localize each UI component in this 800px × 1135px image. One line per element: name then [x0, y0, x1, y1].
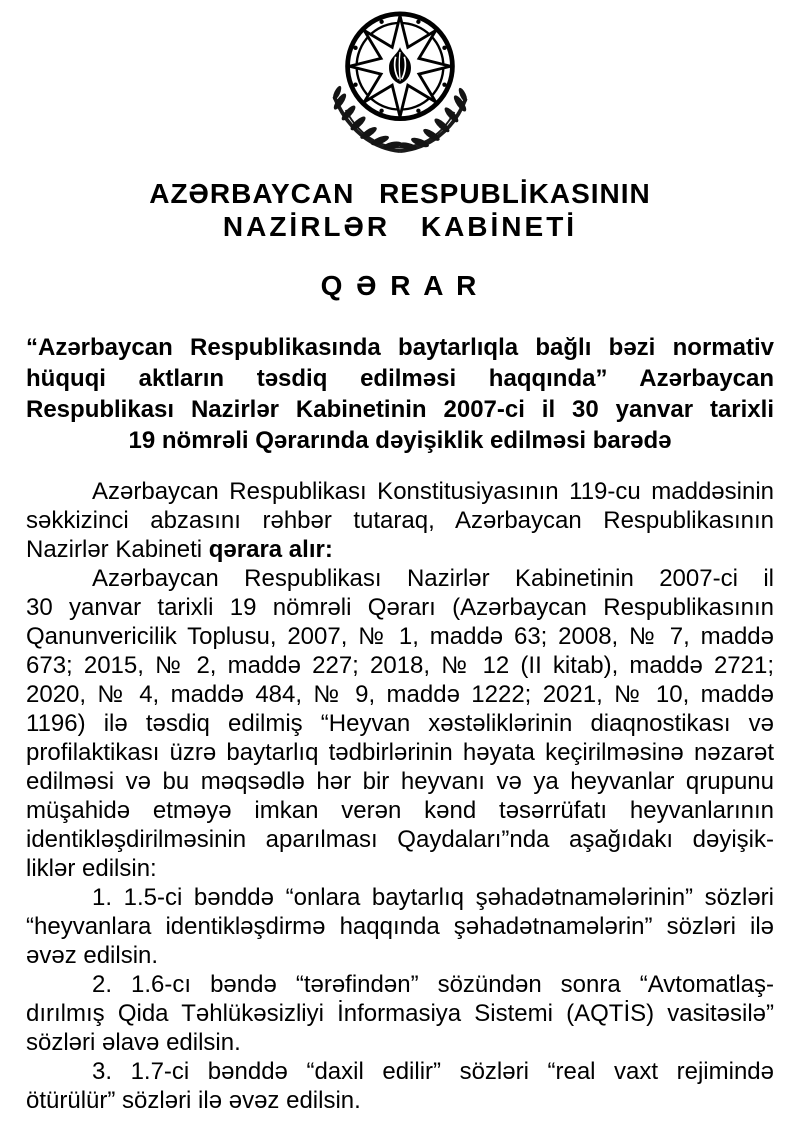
text: 1. 1.5-ci bənddə “onlara baytarlıq şəhadətnamələrinin” sözləri — [92, 884, 774, 911]
text: 2. 1.6-cı bəndə “tərəfindən” sözündən sonra “Avtomatlaş- — [92, 971, 774, 998]
title-line — [26, 394, 774, 425]
azerbaijan-emblem-icon — [319, 5, 481, 158]
document-title — [26, 332, 774, 456]
text: Respublikası Nazirlər Kabinetinin 2007-ci il 30 yanvar tarixli — [26, 396, 774, 423]
text: profilaktikası üzrə baytarlıq tədbirlərinin həyata keçirilməsinə nəzarət — [26, 739, 774, 766]
paragraph-line — [26, 709, 774, 738]
text: 1196) ilə təsdiq edilmiş “Heyvan xəstəliklərinin diaqnostikası və — [26, 710, 774, 737]
text: müşahidə etməyə imkan verən kənd təsərrüfatı heyvanlarının — [26, 797, 774, 824]
title-line — [26, 332, 774, 363]
paragraph-line — [26, 796, 774, 825]
text: “Azərbaycan Respublikasında baytarlıqla bağlı bəzi normativ — [26, 334, 774, 361]
text: liklər edilsin: — [26, 855, 157, 882]
paragraph-line — [26, 970, 774, 999]
text: ötürülür” sözləri ilə əvəz edilsin. — [26, 1087, 361, 1114]
text: Azərbaycan Respublikası Konstitusiyasının 119-cu maddəsinin — [92, 478, 774, 505]
paragraph-line — [26, 941, 774, 970]
paragraph-line — [26, 1057, 774, 1086]
text: 3. 1.7-ci bənddə “daxil edilir” sözləri “real vaxt rejimində — [92, 1058, 774, 1085]
paragraph-line — [26, 535, 774, 564]
text: 19 nömrəli Qərarında dəyişiklik edilməsi barədə — [128, 427, 672, 454]
text: 2020, № 4, maddə 484, № 9, maddə 1222; 2021, № 10, maddə — [26, 681, 774, 708]
authority-name-line2: NAZİRLƏR KABİNETİ — [222, 211, 578, 242]
title-line — [26, 425, 774, 456]
text: Azərbaycan Respublikası Nazirlər Kabinetinin 2007-ci il — [92, 565, 774, 592]
document-body — [26, 477, 774, 1115]
text: əvəz edilsin. — [26, 942, 159, 969]
text: identikləşdirilməsinin aparılması Qaydaları”nda aşağıdakı dəyişik- — [26, 826, 774, 853]
paragraph-line — [26, 564, 774, 593]
text: səkkizinci abzasını rəhbər tutaraq, Azərbaycan Respublikasının — [26, 507, 774, 534]
title-line — [26, 363, 774, 394]
text: 30 yanvar tarixli 19 nömrəli Qərarı (Azərbaycan Respublikasının — [26, 594, 774, 621]
text: 673; 2015, № 2, maddə 227; 2018, № 12 (II kitab), maddə 2721; — [26, 652, 774, 679]
document-type-heading: Q Ə R A R — [320, 270, 480, 301]
paragraph-line — [26, 622, 774, 651]
paragraph-line — [26, 1028, 774, 1057]
paragraph-line — [26, 999, 774, 1028]
bold-text: qərara alır: — [208, 536, 333, 563]
text: hüquqi aktların təsdiq edilməsi haqqında” Azərbaycan — [26, 365, 774, 392]
paragraph — [26, 477, 774, 564]
paragraph-line — [26, 883, 774, 912]
paragraph-line — [26, 825, 774, 854]
paragraph-line — [26, 477, 774, 506]
authority-name-line1: AZƏRBAYCAN RESPUBLİKASININ — [149, 178, 651, 209]
paragraph-line — [26, 912, 774, 941]
paragraph-line — [26, 506, 774, 535]
text: dırılmış Qida Təhlükəsizliyi İnformasiya Sistemi (AQTİS) vasitəsilə” — [26, 1000, 774, 1027]
paragraph — [26, 1057, 774, 1115]
text: Nazirlər Kabineti — [26, 536, 209, 563]
paragraph-line — [26, 680, 774, 709]
paragraph — [26, 883, 774, 970]
paragraph-line — [26, 767, 774, 796]
issuing-authority — [26, 177, 774, 243]
paragraph-line — [26, 651, 774, 680]
paragraph-line — [26, 593, 774, 622]
paragraph-line — [26, 854, 774, 883]
paragraph — [26, 970, 774, 1057]
text: Qanunvericilik Toplusu, 2007, № 1, maddə 63; 2008, № 7, maddə — [26, 623, 774, 650]
paragraph-line — [26, 738, 774, 767]
text: “heyvanlara identikləşdirmə haqqında şəhadətnamələrin” sözləri ilə — [26, 913, 774, 940]
text: sözləri əlavə edilsin. — [26, 1029, 241, 1056]
text: edilməsi və bu məqsədlə hər bir heyvanı və ya heyvanlar qrupunu — [26, 768, 774, 795]
paragraph-line — [26, 1086, 774, 1115]
paragraph — [26, 564, 774, 883]
